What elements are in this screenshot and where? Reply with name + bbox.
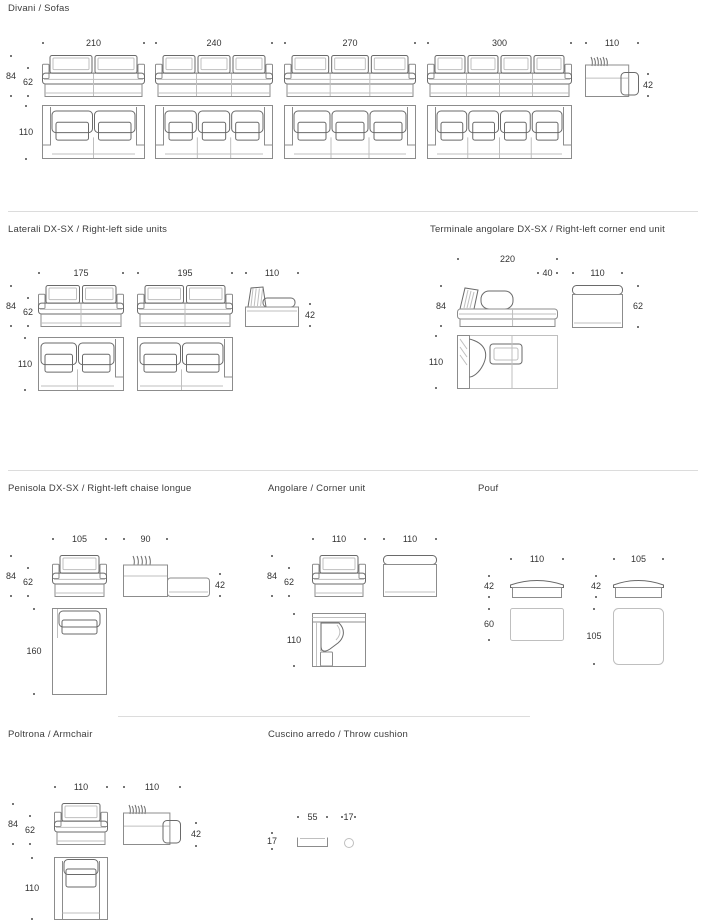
dim-cushion-width: 55 — [297, 811, 328, 823]
dim-sofa-seat-height: 62 — [20, 67, 36, 97]
dim-pouf1-height: 42 — [481, 575, 497, 598]
drawing-arm-plan — [54, 857, 108, 920]
dim-pouf1-depth: 60 — [481, 608, 497, 641]
dim-sofa-side-width: 110 — [585, 37, 639, 49]
dim-lat195-width: 195 — [137, 267, 233, 279]
dim-pouf2-width: 105 — [613, 553, 664, 565]
drawing-pen-plan — [52, 608, 107, 695]
section-title-cuscino: Cuscino arredo / Throw cushion — [268, 729, 408, 740]
dim-sofa-height: 84 — [3, 55, 19, 97]
drawing-term-plan — [457, 335, 558, 389]
section-title-divani: Divani / Sofas — [8, 3, 70, 14]
drawing-lat195-front — [137, 285, 233, 327]
dim-pouf1-width: 110 — [510, 553, 564, 565]
drawing-pen-side — [123, 555, 210, 597]
dim-lat-arm-height: 42 — [302, 303, 318, 327]
dim-term-width: 220 — [457, 253, 558, 265]
dim-pen-depth: 160 — [26, 608, 42, 695]
drawing-sofa210-front — [42, 55, 145, 97]
drawing-sofa-side — [585, 55, 639, 97]
drawing-sofa300-front — [427, 55, 572, 97]
dim-arm-height: 84 — [5, 803, 21, 845]
dim-ang-width2: 110 — [383, 533, 437, 545]
drawing-arm-side — [123, 803, 181, 845]
dim-cushion-diameter: 17 — [341, 811, 356, 823]
drawing-lat-side — [245, 285, 299, 327]
drawing-pouf2-plan — [613, 608, 664, 665]
dim-arm-width: 110 — [54, 781, 108, 793]
drawing-lat175-plan — [38, 337, 124, 391]
dim-ang-height: 84 — [264, 555, 280, 597]
dim-term-height: 84 — [433, 285, 449, 327]
drawing-ang-plan — [312, 613, 366, 667]
section-title-angolare: Angolare / Corner unit — [268, 483, 366, 494]
dim-pen-seat-height: 62 — [20, 567, 36, 597]
drawing-pouf1-front — [510, 575, 564, 598]
drawing-lat195-plan — [137, 337, 233, 391]
dim-pen-width: 105 — [52, 533, 107, 545]
dim-pen-seat-width: 90 — [123, 533, 168, 545]
drawing-arm-front — [54, 803, 108, 845]
drawing-sofa270-front — [284, 55, 416, 97]
drawing-sofa210-plan — [42, 105, 145, 159]
dim-arm-side-width: 110 — [123, 781, 181, 793]
drawing-ang-back — [383, 555, 437, 597]
dim-lat-side-width: 110 — [245, 267, 299, 279]
section-title-laterali: Laterali DX-SX / Right-left side units — [8, 224, 168, 235]
dim-term-unit-width: 110 — [572, 267, 623, 279]
drawing-sofa270-plan — [284, 105, 416, 159]
dim-pen-chaise-height: 42 — [212, 573, 228, 597]
dim-arm-armrest-height: 42 — [188, 822, 204, 847]
dim-arm-seat-height: 62 — [22, 815, 38, 845]
drawing-term-unit-front — [572, 285, 623, 328]
drawing-sofa300-plan — [427, 105, 572, 159]
dim-lat-depth: 110 — [17, 337, 33, 391]
section-title-poltrona: Poltrona / Armchair — [8, 729, 93, 740]
drawing-term-front — [457, 285, 558, 327]
dim-pouf2-depth: 105 — [586, 608, 602, 665]
dim-lat-seat-height: 62 — [20, 297, 36, 327]
dim-ang-depth: 110 — [286, 613, 302, 667]
dim-arm-depth: 110 — [24, 857, 40, 920]
dim-sofa-arm-height: 42 — [640, 73, 656, 97]
dim-term-offset: 40 — [537, 267, 558, 279]
drawing-cushion-front — [297, 836, 328, 847]
drawing-sofa240-plan — [155, 105, 273, 159]
drawing-lat175-front — [38, 285, 124, 327]
section-title-pouf: Pouf — [478, 483, 499, 494]
dim-term-unit-height: 62 — [630, 285, 646, 328]
section-divider — [8, 211, 698, 212]
dim-pen-height: 84 — [3, 555, 19, 597]
dim-ang-width1: 110 — [312, 533, 366, 545]
drawing-pen-front — [52, 555, 107, 597]
section-title-penisola: Penisola DX-SX / Right-left chaise longue — [8, 483, 192, 494]
dim-sofa270-width: 270 — [284, 37, 416, 49]
dim-pouf2-height: 42 — [588, 575, 604, 598]
drawing-sofa240-front — [155, 55, 273, 97]
dim-ang-seat-height: 62 — [281, 567, 297, 597]
drawing-ang-front — [312, 555, 366, 597]
section-title-terminale: Terminale angolare DX-SX / Right-left corner end unit — [430, 224, 666, 235]
drawing-pouf2-front — [613, 575, 664, 598]
dim-cushion-thickness: 17 — [264, 832, 280, 850]
dim-sofa-depth: 110 — [18, 105, 34, 160]
section-divider — [8, 470, 698, 471]
dim-sofa240-width: 240 — [155, 37, 273, 49]
dim-sofa210-width: 210 — [42, 37, 145, 49]
dim-lat175-width: 175 — [38, 267, 124, 279]
dim-term-depth: 110 — [428, 335, 444, 389]
section-divider — [118, 716, 530, 717]
dim-sofa300-width: 300 — [427, 37, 572, 49]
drawing-pouf1-plan — [510, 608, 564, 641]
dim-lat-height: 84 — [3, 285, 19, 327]
drawing-cushion-side — [344, 838, 354, 848]
